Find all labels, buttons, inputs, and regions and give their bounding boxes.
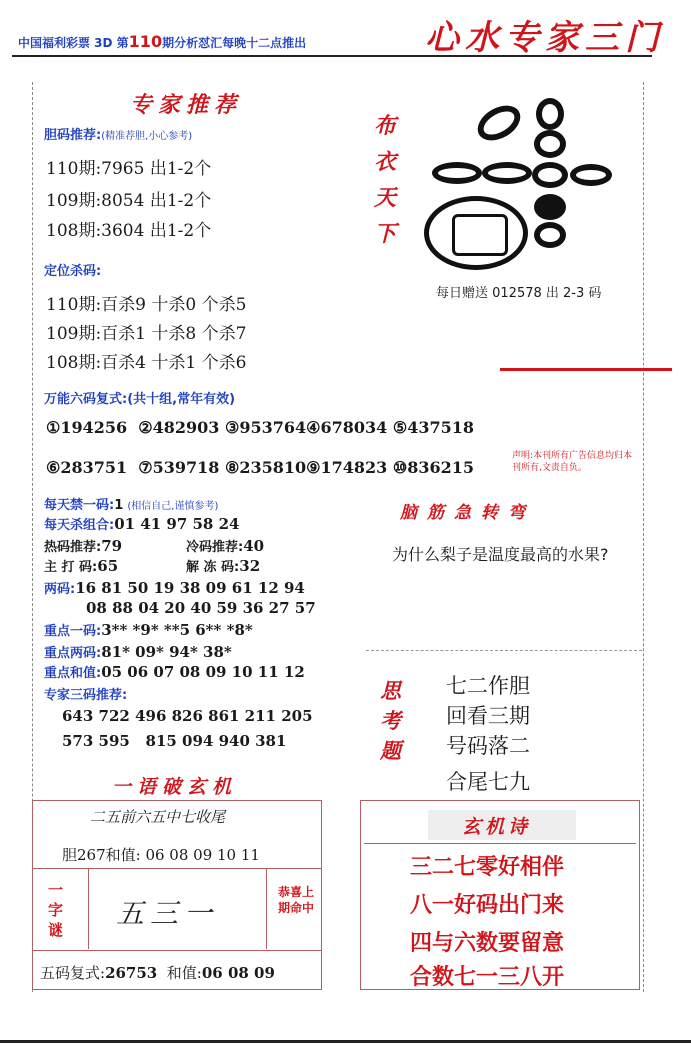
key2-value: 81* 09* 94* 38* (101, 643, 232, 661)
oneword-div-1 (88, 869, 89, 949)
congrats-label: 恭喜上期命中 (278, 885, 315, 915)
kill-row-1: 110期:百杀9 十杀0 个杀5 (46, 295, 247, 315)
gift-line: 每日赠送 012578 出 2-3 码 (436, 286, 602, 301)
poem-line-4: 合数七一三八开 (410, 965, 565, 990)
riddle-question: 为什么梨子是温度最高的水果? (392, 545, 609, 564)
key2-line (44, 642, 232, 661)
six-row-2 (46, 458, 474, 477)
bottom-rule (0, 1040, 691, 1043)
poem-line-2: 八一好码出门来 (410, 893, 565, 918)
five-value: 26753 (105, 964, 158, 982)
hot-label: 热码推荐: (44, 540, 102, 555)
six-item: ⑤437518 (392, 418, 474, 437)
three-values-1: 643 722 496 826 861 211 205 (62, 707, 313, 725)
kill-combo-line (44, 514, 239, 533)
three-values-2: 573 595 815 094 940 381 (62, 732, 287, 750)
one-char-label: 一字谜 (48, 881, 64, 939)
five-line (40, 962, 275, 983)
poem-rule (364, 843, 636, 844)
sum-label: 重点和值: (44, 666, 102, 681)
header-issue: 110 (128, 32, 163, 51)
think-line-3: 号码落二 (446, 734, 530, 758)
expert-title: 专家推荐 (130, 92, 243, 118)
think-line-4: 合尾七九 (446, 770, 530, 794)
oneword-rule-1 (33, 868, 321, 869)
thaw-line (186, 556, 260, 575)
cold-label: 冷码推荐: (186, 540, 244, 555)
dan-row-2: 109期:8054 出1-2个 (46, 191, 212, 211)
dan-label: 胆码推荐: (44, 128, 102, 143)
thaw-label: 解 冻 码: (186, 560, 240, 575)
dan-row-3: 108期:3604 出1-2个 (46, 221, 212, 241)
thaw-value: 32 (239, 557, 261, 575)
six-item: ⑩836215 (392, 458, 474, 477)
key2-label: 重点两码: (44, 646, 102, 661)
hot-value: 79 (101, 537, 123, 555)
two-values-2: 08 88 04 20 40 59 36 27 57 (86, 599, 316, 617)
think-line-1: 七二作胆 (446, 674, 530, 698)
think-line-2: 回看三期 (446, 704, 530, 728)
frame-rect (452, 214, 508, 256)
six-item: ⑦539718 (138, 458, 220, 477)
header-bar (18, 32, 306, 51)
brand-title: 心水专家三门 (425, 18, 665, 58)
main-label: 主 打 码: (44, 560, 98, 575)
six-item: ④678034 (306, 418, 388, 437)
five-label: 五码复式: (40, 964, 106, 982)
bead-2 (536, 98, 564, 130)
six-item: ①194256 (46, 418, 128, 437)
cold-value: 40 (243, 537, 265, 555)
sum-line (44, 662, 305, 681)
bead-6 (482, 162, 532, 184)
dan-label-line (44, 124, 192, 143)
six-label: 万能六码复式:(共十组,常年有效) (44, 392, 236, 407)
buyi-title: 布衣天下 (374, 113, 397, 247)
key1-label: 重点一码: (44, 624, 102, 639)
kill-row-2: 109期:百杀1 十杀8 个杀7 (46, 324, 247, 344)
main-line (44, 556, 118, 575)
bead-1 (472, 99, 527, 148)
bead-3 (534, 130, 566, 158)
kill-label: 定位杀码: (44, 264, 102, 279)
two-line-1 (44, 578, 305, 597)
poem-line-1: 三二七零好相伴 (410, 855, 565, 880)
riddle-title-text: 脑筋急转弯 (400, 503, 535, 523)
riddle-rule (366, 650, 642, 651)
dan-note: (精准荐胆,小心参考) (101, 131, 193, 142)
three-label: 专家三码推荐: (44, 688, 128, 703)
ban-note: (相信自己,谨慎参考) (127, 501, 219, 512)
dan-row-1: 110期:7965 出1-2个 (46, 159, 212, 179)
six-item: ②482903 (138, 418, 220, 437)
accent-bar (500, 368, 672, 371)
six-row-1 (46, 418, 474, 437)
poem-line-3: 四与六数要留意 (410, 931, 565, 956)
bead-5 (432, 162, 482, 184)
kill-row-3: 108期:百杀4 十杀1 个杀6 (46, 353, 247, 373)
disclaimer: 声明:本刊所有广告信息均归本刊所有,文责自负。 (512, 451, 633, 473)
header-suffix: 期分析怼汇每晚十二点推出 (162, 36, 307, 50)
sum-value: 05 06 07 08 09 10 11 12 (101, 663, 305, 681)
two-label: 两码: (44, 582, 76, 597)
frame-right (643, 82, 644, 992)
kill-combo-label: 每天杀组合: (44, 518, 115, 533)
five-sum-label: 和值: (166, 964, 202, 982)
six-item: ③953764 (225, 418, 307, 437)
six-item: ⑥283751 (46, 458, 128, 477)
ban-label: 每天禁一码: (44, 498, 115, 513)
bead-4 (532, 162, 568, 188)
header-rule (12, 55, 652, 57)
ban-value: 1 (114, 498, 124, 513)
oneword-rule-2 (33, 950, 321, 951)
riddle-title (400, 498, 535, 523)
oneword-title: 一语破玄机 (112, 776, 238, 798)
kill-combo-value: 01 41 97 58 24 (114, 515, 240, 533)
main-value: 65 (97, 557, 119, 575)
oneword-handwritten: 二五前六五中七收尾 (90, 808, 226, 826)
ban-line (44, 494, 218, 513)
six-item: ⑧235810 (225, 458, 307, 477)
one-char-value: 五三一 (116, 897, 219, 930)
bead-9 (534, 222, 566, 248)
poem-title: 玄机诗 (462, 816, 532, 838)
header-prefix: 中国福利彩票 3D 第 (18, 36, 129, 50)
five-sum-value: 06 08 09 (201, 964, 275, 982)
key1-value: 3** *9* **5 6** *8* (101, 621, 253, 639)
oneword-div-2 (266, 869, 267, 949)
bead-7 (570, 164, 612, 186)
oneword-dan-sum: 胆267和值: 06 08 09 10 11 (62, 846, 260, 864)
abacus-figure (418, 90, 628, 270)
key1-line (44, 620, 253, 639)
hot-line (44, 536, 122, 555)
bead-8 (534, 194, 566, 220)
think-label: 思考题 (380, 678, 401, 763)
cold-line (186, 536, 264, 555)
six-item: ⑨174823 (306, 458, 388, 477)
two-values-1: 16 81 50 19 38 09 61 12 94 (75, 579, 305, 597)
